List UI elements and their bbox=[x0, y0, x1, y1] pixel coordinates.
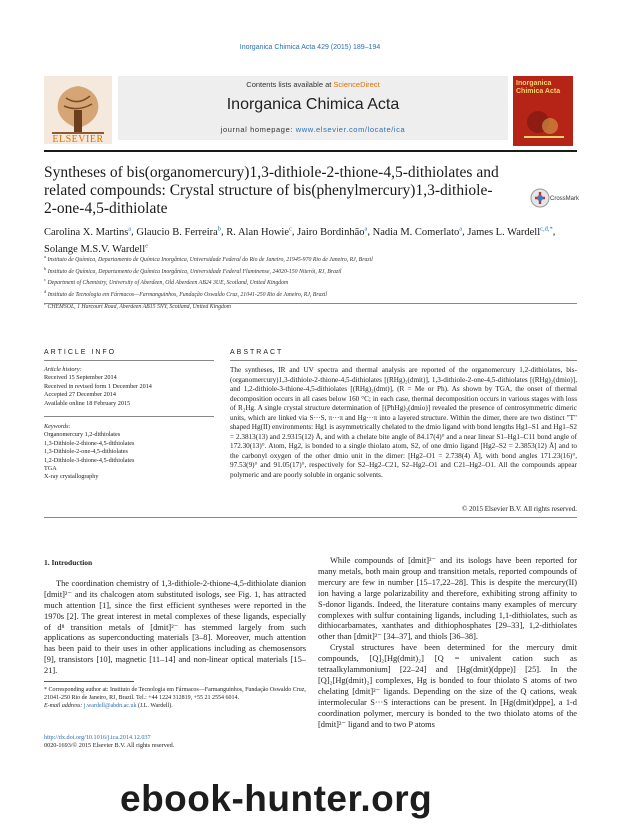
author-name: Jairo Bordinhão bbox=[297, 226, 365, 238]
abstract-heading: ABSTRACT bbox=[230, 349, 284, 356]
article-history bbox=[44, 366, 214, 408]
corresponding-author-footnote bbox=[44, 686, 306, 710]
cover-title: Inorganica Chimica Acta bbox=[516, 80, 561, 95]
affiliation bbox=[44, 265, 574, 277]
email-link[interactable]: j.wardell@abdn.ac.uk bbox=[83, 703, 137, 709]
author[interactable] bbox=[467, 227, 552, 238]
intro-left-column bbox=[44, 558, 306, 677]
history-item: Available online 18 February 2015 bbox=[44, 399, 131, 407]
keywords-label: Keywords: bbox=[44, 423, 71, 430]
contents-line bbox=[118, 80, 508, 89]
journal-homepage bbox=[118, 125, 508, 134]
keyword: 1,3-Dithiole-2-thione-4,5-dithiolates bbox=[44, 439, 135, 447]
affiliation-mark: d bbox=[44, 289, 47, 295]
author[interactable] bbox=[226, 227, 292, 238]
intro-paragraph-3: Crystal structures have been determined for the mercury dmit compounds, [Q]₂[Hg(dmit)₂] [Q = univalent cation such as tetraalkylammonium] [22–24] and [Hg(dmit)(dppe)] [25]. In the [Q]₂[Hg(dmit)₂] complexes, Hg is bonded to four thiolato S atoms of two chelating [dmit]²⁻ ligands. Depending on the size of the Q cations, weak intermolecular S···S interactions can be present. In [Hg(dmit)dppe], a 1-d coordination polymer, mercury is bonded to the two thiolato atoms of the [dmit]²⁻ ligand and to two P atoms bbox=[318, 643, 577, 729]
author-list: Carolina X. Martins$^a$, Glaucio B. Ferreira$^b$, R. Alan Howie$^c$, Jairo Bordinhão$^a$, Nadia M. Comerlato$^a$, James L. Wardell$^{c,d,*}$, Solange M.S.V. Wardell$^e$ bbox=[44, 225, 556, 255]
author[interactable] bbox=[297, 227, 367, 238]
author[interactable] bbox=[373, 227, 463, 238]
author-name: R. Alan Howie bbox=[226, 226, 289, 238]
author-affiliation-mark[interactable]: c,d,* bbox=[540, 225, 553, 232]
sciencedirect-link[interactable]: ScienceDirect bbox=[333, 80, 380, 89]
contents-prefix: Contents lists available at bbox=[246, 80, 334, 89]
footnote-text: * Corresponding author at: Instituto de Tecnologia em Fármacos—Farmanguinhos, Fundação Oswaldo Cruz, 21041-250 Rio de Janeiro, RJ, Brazil. Tel.: +44 1224 312819, +55 21 2554 6014. bbox=[44, 687, 306, 701]
author-name: Glaucio B. Ferreira bbox=[136, 226, 218, 238]
intro-paragraph-2: While compounds of [dmit]²⁻ and its isologs have been reported for many metals, both main group and transition metals, reported compounds of mercury are few in number [15–17,22–28]. This is despite the mercury(II) ion having a large polarizability and therefore, exhibiting strong affinity to S-donor ligands. Indeed, the literature contains many examples of mercury complexes with sulfur containing ligands, including 1,1-dithiolates, such as dithiocarbamates, xanthates and dithiophosphates [29–33], 1,2-dithiolates other than [dmit]²⁻ [34–37], and thiols [36–38]. bbox=[318, 556, 577, 642]
keywords-rule bbox=[44, 416, 214, 417]
article-title: Syntheses of bis(organomercury)1,3-dithiole-2-thione-4,5-dithiolates and related compounds: Crystal structure of bis(phenylmercury)1,3-dithiole-2-one-4,5-dithiolate bbox=[44, 164, 499, 217]
intro-heading: 1. Introduction bbox=[44, 558, 93, 567]
author-affiliation-mark[interactable]: a bbox=[128, 225, 132, 232]
homepage-link[interactable]: www.elsevier.com/locate/ica bbox=[295, 125, 406, 134]
email-label: E-mail address: bbox=[44, 703, 84, 709]
history-label: Article history: bbox=[44, 366, 82, 373]
keyword: 1,3-Dithiole-2-one-4,5-dithiolates bbox=[44, 448, 128, 456]
abstract-bottom-rule bbox=[44, 517, 577, 518]
crossmark-label: CrossMark bbox=[550, 196, 580, 202]
keyword: 1,2-Dithiole-3-thione-4,5-dithiolates bbox=[44, 456, 135, 464]
footnote-rule bbox=[44, 681, 134, 682]
affiliation-text: Instituto de Tecnologia em Fármacos—Farmanguinhos, Fundação Oswaldo Cruz, 21041-250 Rio de Janeiro, RJ, Brazil bbox=[47, 292, 327, 299]
author-affiliation-mark[interactable]: a bbox=[364, 225, 368, 232]
affiliation bbox=[44, 300, 574, 312]
crossmark-icon[interactable] bbox=[530, 188, 550, 208]
affiliation-mark: c bbox=[44, 277, 46, 283]
affiliation-text: Department of Chemistry, University of Aberdeen, Old Aberdeen AB24 3UE, Scotland, United Kingdom bbox=[47, 280, 289, 287]
affiliation bbox=[44, 253, 574, 265]
affiliation bbox=[44, 288, 574, 300]
watermark: ebook-hunter.org bbox=[120, 778, 433, 819]
article-info-rule bbox=[44, 360, 214, 361]
affiliation-mark: b bbox=[44, 265, 47, 271]
affiliation-text: CHEMSOL, 1 Harcourt Road, Aberdeen AB15 5NY, Scotland, United Kingdom bbox=[47, 303, 231, 310]
history-item: Received 15 September 2014 bbox=[44, 374, 117, 382]
author-name: Solange M.S.V. Wardell bbox=[44, 244, 146, 255]
keyword: TGA bbox=[44, 465, 57, 473]
homepage-prefix: journal homepage: bbox=[220, 125, 296, 134]
header-rule bbox=[44, 150, 577, 152]
abstract-rule bbox=[230, 360, 577, 361]
keyword: X-ray crystallography bbox=[44, 473, 99, 481]
affiliation-mark: a bbox=[44, 254, 46, 259]
journal-title: Inorganica Chimica Acta bbox=[226, 96, 400, 113]
doi-link[interactable]: http://dx.doi.org/10.1016/j.ica.2014.12.037 bbox=[44, 734, 151, 741]
affiliation-rule bbox=[44, 303, 577, 304]
author-name: James L. Wardell bbox=[467, 226, 541, 238]
doi-block bbox=[44, 734, 306, 750]
author-name: Nadia M. Comerlato bbox=[372, 226, 460, 238]
affiliation-text: Instituto de Química, Departamento de Química Inorgânica, Universidade Federal do Rio de Janeiro, 21945-970 Rio de Janeiro, RJ, Brazil bbox=[47, 256, 373, 263]
author-affiliation-mark[interactable]: e bbox=[145, 242, 149, 250]
keywords-block bbox=[44, 423, 214, 482]
abstract-text: The syntheses, IR and UV spectra and thermal analysis are reported of the organomercury 1,2-dithiolates, bis-(organomercury)1,3-dithiole-2-thione-4,5-dithiolates [(RHg)₂(dmit)], 1,3-dithiole-2-one-4,5-dithiolates [(RHg)₂(dmio)], and 1,2-dithiole-3-thione-4,5-dithiolates [(RHg)₂(dmt)], (R = Me or Ph). As shown by TGA, the onset of thermal decomposition occurs in all cases below 160 °C; in each case, thermal decomposition occurs in various stages with loss of R₂Hg. A single crystal structure determination of [(PhHg)₂(dmio)] revealed the presence of centrosymmetric dimeric units, which are linked via S···S, π···π and Hg···π into a layered structure. Within the dimer, there are two distinct "T" shaped Hg(II) environments: Hg1 is asymmetrically chelated to the dmio ligand with bond lengths Hg1–S1 and Hg1–S2 = 2.3813(13) and 2.9315(12) Å, and with a chelate bite angle of 84.17(4)° and a near linear S1–Hg1–C11 bond angle of 172.30(13)°. Atom, Hg2, is bonded to a single thiolato atom, S2, of one dmio ligand [Hg2–S2 = 2.3853(12) Å] and to the carbonyl oxygen of the other dmio unit in the dimer: [Hg2–O1 = 2.738(4) Å], with bond angles 171.23(16)°, 97.53(9)° and 91.05(17)°, respectively for S2–Hg2–C21, S2–Hg2–O1 and C21–Hg2–O1. All the compounds appear polymeric and are poorly soluble in organic solvents. bbox=[230, 366, 577, 479]
intro-paragraph-1: The coordination chemistry of 1,3-dithiole-2-thione-4,5-dithiolate dianion [dmit]²⁻ and its chalcogen atom substituted isologs, see Fig. 1, has attracted much attention [1], since the first efficient syntheses were reported in the 1970s [2]. The great interest in metal complexes of these ligands, especially of d⁸ transition metals of [dmit]²⁻ has stemmed largely from such applications as superconducting materials [3–8]. Moreover, much attention has been paid to their uses in other applications including as chemosensors [9], transistors [10], magnetic [11–14] and non-linear optical materials [15–21]. bbox=[44, 578, 306, 676]
elsevier-wordmark: ELSEVIER bbox=[52, 134, 104, 145]
intro-right-column bbox=[318, 556, 577, 731]
affiliation-text: Instituto de Química, Departamento de Química Inorgânica, Universidade Federal Fluminense, 24020-150 Niterói, RJ, Brazil bbox=[47, 268, 342, 275]
author-affiliation-mark[interactable]: a bbox=[459, 225, 463, 232]
author-name: Carolina X. Martins bbox=[44, 226, 129, 238]
issn-line: 0020-1693/© 2015 Elsevier B.V. All rights reserved. bbox=[44, 742, 175, 749]
author[interactable] bbox=[136, 227, 221, 238]
journal-reference[interactable]: Inorganica Chimica Acta 429 (2015) 189–194 bbox=[239, 44, 381, 51]
email-suffix: (J.L. Wardell). bbox=[136, 703, 173, 709]
author-affiliation-mark[interactable]: c bbox=[288, 225, 292, 232]
author-affiliation-mark[interactable]: b bbox=[217, 225, 222, 232]
affiliation bbox=[44, 276, 574, 288]
history-item: Accepted 27 December 2014 bbox=[44, 391, 116, 399]
article-info-heading: ARTICLE INFO bbox=[44, 349, 117, 356]
abstract-copyright: © 2015 Elsevier B.V. All rights reserved. bbox=[461, 505, 577, 513]
author[interactable] bbox=[44, 227, 131, 238]
cover-artwork bbox=[520, 104, 568, 142]
keyword: Organomercury 1,2-dithiolates bbox=[44, 431, 121, 439]
history-item: Received in revised form 1 December 2014 bbox=[44, 382, 152, 390]
